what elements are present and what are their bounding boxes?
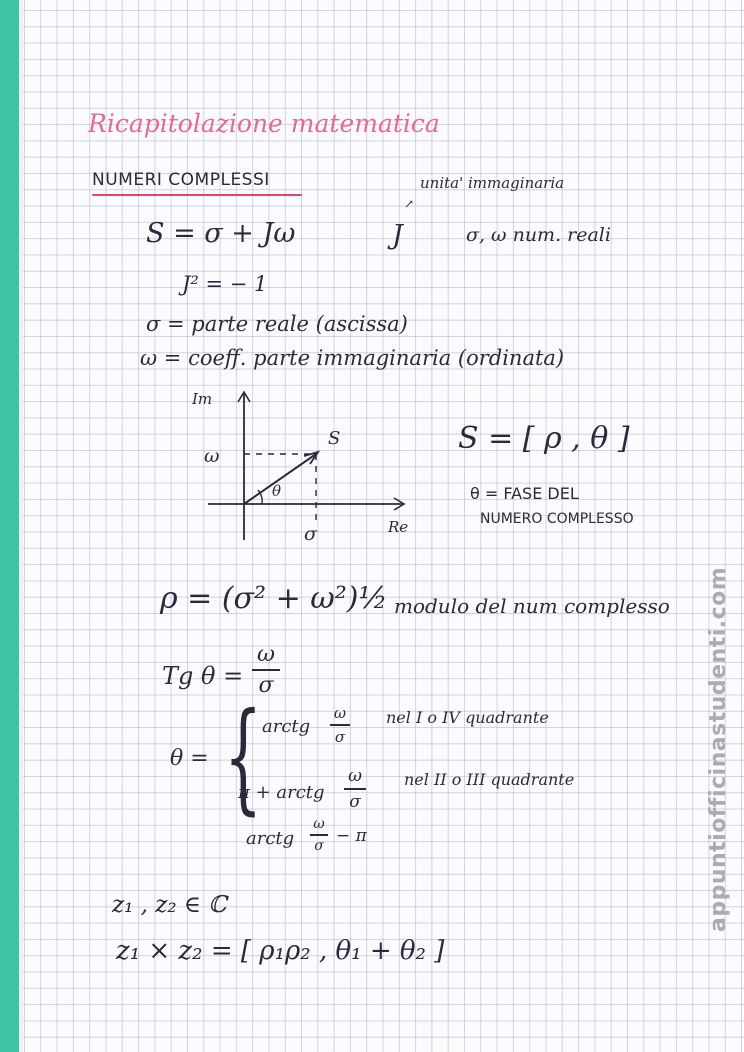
case1-quadrant-note: nel I o IV quadrante — [386, 708, 549, 727]
case2-quadrant-note: nel II o III quadrante — [404, 770, 575, 789]
formula-s-definition: S = σ + Jω — [146, 218, 296, 249]
section-heading: NUMERI COMPLESSI — [92, 170, 270, 190]
modulo-note: modulo del num complesso — [394, 594, 670, 618]
complex-plane-diagram — [180, 380, 430, 550]
fase-label-line2: NUMERO COMPLESSO — [480, 511, 634, 527]
tangent-numerator: ω — [257, 642, 275, 667]
case2-fraction — [344, 766, 366, 812]
polar-form: S = [ ρ , θ ] — [458, 421, 630, 456]
z-complex-set: z₁ , z₂ ∈ ℂ — [112, 892, 227, 918]
axis-label-re: Re — [388, 518, 409, 536]
theta-equals: θ = — [170, 746, 209, 771]
z-product-formula: z₁ × z₂ = [ ρ₁ρ₂ , θ₁ + θ₂ ] — [116, 936, 445, 966]
j-symbol: J — [392, 220, 403, 251]
arrow-glyph: ↗ — [404, 197, 415, 211]
tangent-denominator: σ — [258, 672, 274, 698]
case3-minus-pi: − π — [336, 826, 367, 846]
page-margin — [19, 0, 23, 1052]
case1-fraction — [330, 704, 350, 746]
page-title: Ricapitolazione matematica — [88, 109, 440, 138]
sigma-definition: σ = parte reale (ascissa) — [146, 312, 408, 336]
case2-pi-arctg: π + arctg — [238, 782, 325, 803]
rho-definition: ρ = (σ² + ω²)½ — [160, 581, 388, 616]
case1-arctg: arctg — [262, 716, 311, 737]
case3-denominator: σ — [314, 837, 324, 854]
cases-brace: { — [224, 688, 263, 827]
omega-tick-label: ω — [204, 445, 220, 467]
case1-numerator: ω — [333, 704, 347, 722]
point-s-label: S — [328, 428, 341, 449]
case3-numerator: ω — [313, 816, 325, 832]
tangent-lhs: Tg θ = — [162, 662, 244, 690]
sigma-tick-label: σ — [304, 523, 317, 545]
case3-arctg: arctg — [246, 828, 295, 849]
theta-angle-label: θ — [272, 482, 282, 500]
watermark: appuntiofficinastudenti.com — [706, 566, 731, 932]
axis-label-im: Im — [192, 390, 213, 408]
fraction-bar — [344, 788, 366, 790]
fraction-bar — [330, 724, 350, 726]
fase-label-line1: θ = FASE DEL — [470, 484, 579, 503]
omega-definition: ω = coeff. parte immaginaria (ordinata) — [140, 346, 565, 370]
sigma-omega-real-note: σ, ω num. reali — [466, 224, 611, 246]
case1-denominator: σ — [334, 727, 346, 746]
case2-numerator: ω — [348, 766, 362, 786]
heading-underline — [92, 194, 302, 196]
fraction-bar — [252, 669, 280, 671]
notebook-binding — [0, 0, 20, 1052]
j-squared-formula: J² = − 1 — [182, 272, 268, 296]
unita-immaginaria-note: unita' immaginaria — [420, 174, 565, 192]
fraction-bar — [310, 834, 328, 836]
case2-denominator: σ — [349, 791, 361, 812]
case3-fraction — [310, 816, 328, 854]
